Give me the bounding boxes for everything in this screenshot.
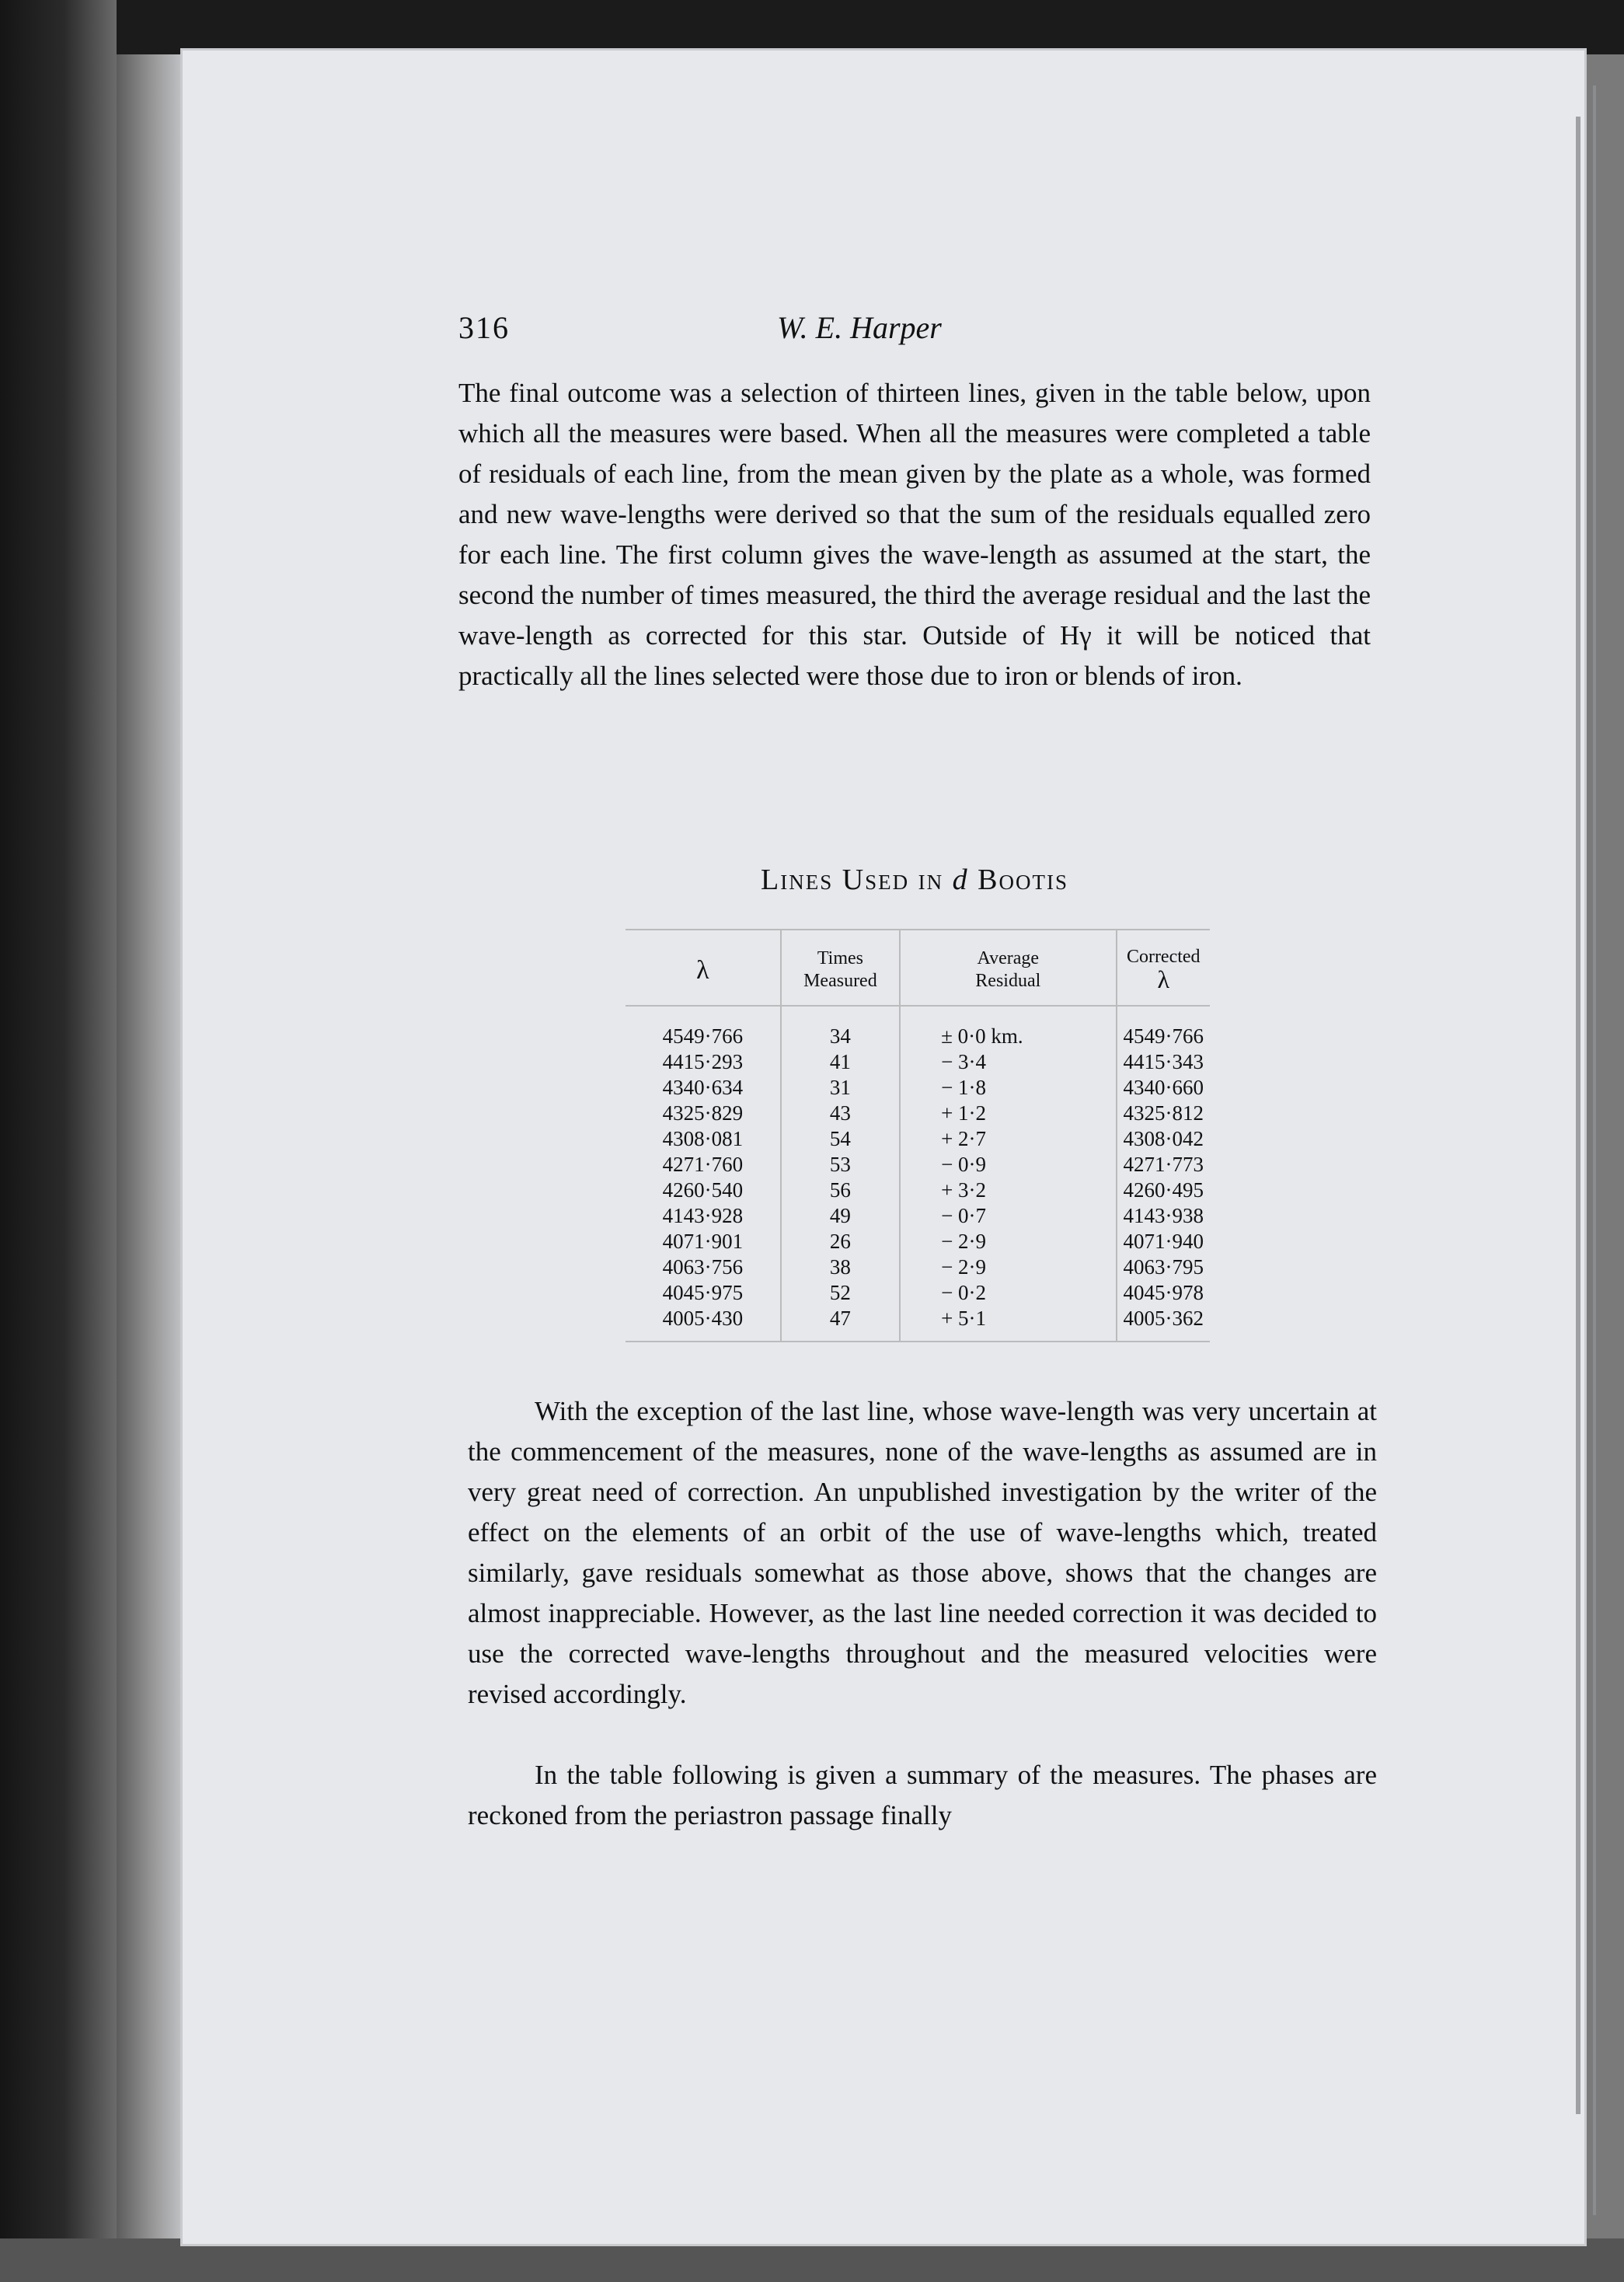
cell-times: 41 [781,1049,900,1075]
cell-corrected: 4143·938 [1123,1204,1204,1227]
header-residual-line1: Average [977,948,1040,968]
cell-residual: + 1·2 [900,1101,1116,1126]
table-row [626,1075,1210,1101]
cell-corrected: 4063·795 [1123,1255,1204,1279]
binding-line [1593,85,1596,2215]
table-row [626,1280,1210,1306]
cell-lambda: 4340·634 [626,1075,781,1101]
cell-corrected: 4005·362 [1123,1307,1204,1330]
cell-residual: − 2·9 [900,1229,1116,1254]
table-row [626,1254,1210,1280]
paragraph-3-text: In the table following is given a summary of the measures. The phases are reckoned from the periastron passage finally [468,1760,1377,1830]
cell-lambda: 4549·766 [626,1006,781,1049]
cell-residual: − 0·7 [900,1203,1116,1229]
header-times-measured [781,930,900,1006]
table-row [626,1126,1210,1152]
cell-lambda: 4045·975 [626,1280,781,1306]
cell-times: 38 [781,1254,900,1280]
cell-times: 26 [781,1229,900,1254]
header-corrected-lambda [1117,930,1211,1006]
table-row [626,1178,1210,1203]
header-residual-line2: Residual [975,971,1041,991]
table-row [626,1229,1210,1254]
table-title [458,863,1371,897]
cell-times: 56 [781,1178,900,1203]
cell-lambda: 4005·430 [626,1306,781,1342]
cell-times: 52 [781,1280,900,1306]
table-title-suffix: Bootis [978,864,1068,896]
header-times-line2: Measured [803,971,877,991]
cell-residual: + 3·2 [900,1178,1116,1203]
cell-lambda: 4308·081 [626,1126,781,1152]
cell-residual: − 2·9 [900,1254,1116,1280]
cell-times: 34 [781,1006,900,1049]
table-row [626,1152,1210,1178]
cell-corrected: 4549·766 [1123,1024,1204,1048]
cell-residual: − 0·9 [900,1152,1116,1178]
running-head: W. E. Harper [777,310,942,345]
page-number: 316 [458,310,510,345]
cell-times: 54 [781,1126,900,1152]
lines-table [626,929,1210,1342]
cell-residual: − 3·4 [900,1049,1116,1075]
header-corrected-line1: Corrected [1126,947,1201,967]
paragraph-1: The final outcome was a selection of thirteen lines, given in the table below, upon which all the measures were based. When all the measures were completed a table of residuals of each line, from the mean given by the plate as a whole, was formed and new wave-lengths were derived so that the sum of the residuals equalled zero for each line. The first column gives the wave-length as assumed at the start, the second the number of times measured, the third the average residual and the last the wave-length as corrected for this star. Outside of Hγ it will be noticed that practically all the lines selected were those due to iron or blends of iron. [458,378,1371,691]
cell-corrected: 4325·812 [1123,1101,1204,1125]
paragraph-2 [468,1391,1377,1715]
cell-corrected: 4045·978 [1123,1281,1204,1304]
page-header [458,309,1375,356]
header-corrected-line2: λ [1157,965,1169,993]
table-row [626,1006,1210,1049]
cell-residual: − 0·2 [900,1280,1116,1306]
cell-lambda: 4063·756 [626,1254,781,1280]
cell-times: 47 [781,1306,900,1342]
paragraph-3 [468,1755,1377,1836]
cell-times: 49 [781,1203,900,1229]
table-title-prefix: Lines Used in [761,864,944,896]
cell-residual: + 2·7 [900,1126,1116,1152]
cell-lambda: 4071·901 [626,1229,781,1254]
scanner-backdrop-left [0,0,117,2282]
cell-residual: ± 0·0 km. [900,1006,1116,1049]
cell-corrected: 4271·773 [1123,1153,1204,1176]
paragraph-2-text: With the exception of the last line, whose wave-length was very uncertain at the commencement of the measures, none of the wave-lengths as assumed are in very great need of correction. An unpublished investigation by the writer of the effect on the elements of an orbit of the use of wave-lengths which, treated similarly, gave residuals somewhat as those above, shows that the changes are almost inappreciable. However, as the last line needed correction it was decided to use the corrected wave-lengths throughout and the measured velocities were revised accordingly. [468,1396,1377,1709]
cell-corrected: 4340·660 [1123,1076,1204,1099]
cell-lambda: 4415·293 [626,1049,781,1075]
cell-corrected: 4415·343 [1123,1050,1204,1073]
cell-lambda: 4325·829 [626,1101,781,1126]
table-title-star: d [952,864,969,896]
header-times-line1: Times [817,948,863,968]
cell-times: 43 [781,1101,900,1126]
table-header-row [626,930,1210,1006]
cell-times: 53 [781,1152,900,1178]
table-row [626,1049,1210,1075]
table-row [626,1306,1210,1342]
cell-corrected: 4308·042 [1123,1127,1204,1150]
cell-lambda: 4143·928 [626,1203,781,1229]
page-edge-left [117,54,180,2238]
cell-corrected: 4260·495 [1123,1178,1204,1202]
cell-residual: + 5·1 [900,1306,1116,1342]
cell-lambda: 4260·540 [626,1178,781,1203]
page-edge-right [1576,117,1580,2114]
table-row [626,1101,1210,1126]
header-average-residual [900,930,1116,1006]
header-lambda: λ [626,930,781,1006]
cell-corrected: 4071·940 [1123,1230,1204,1253]
cell-lambda: 4271·760 [626,1152,781,1178]
cell-residual: − 1·8 [900,1075,1116,1101]
scanner-backdrop-top [0,0,1624,54]
table-row [626,1203,1210,1229]
cell-times: 31 [781,1075,900,1101]
